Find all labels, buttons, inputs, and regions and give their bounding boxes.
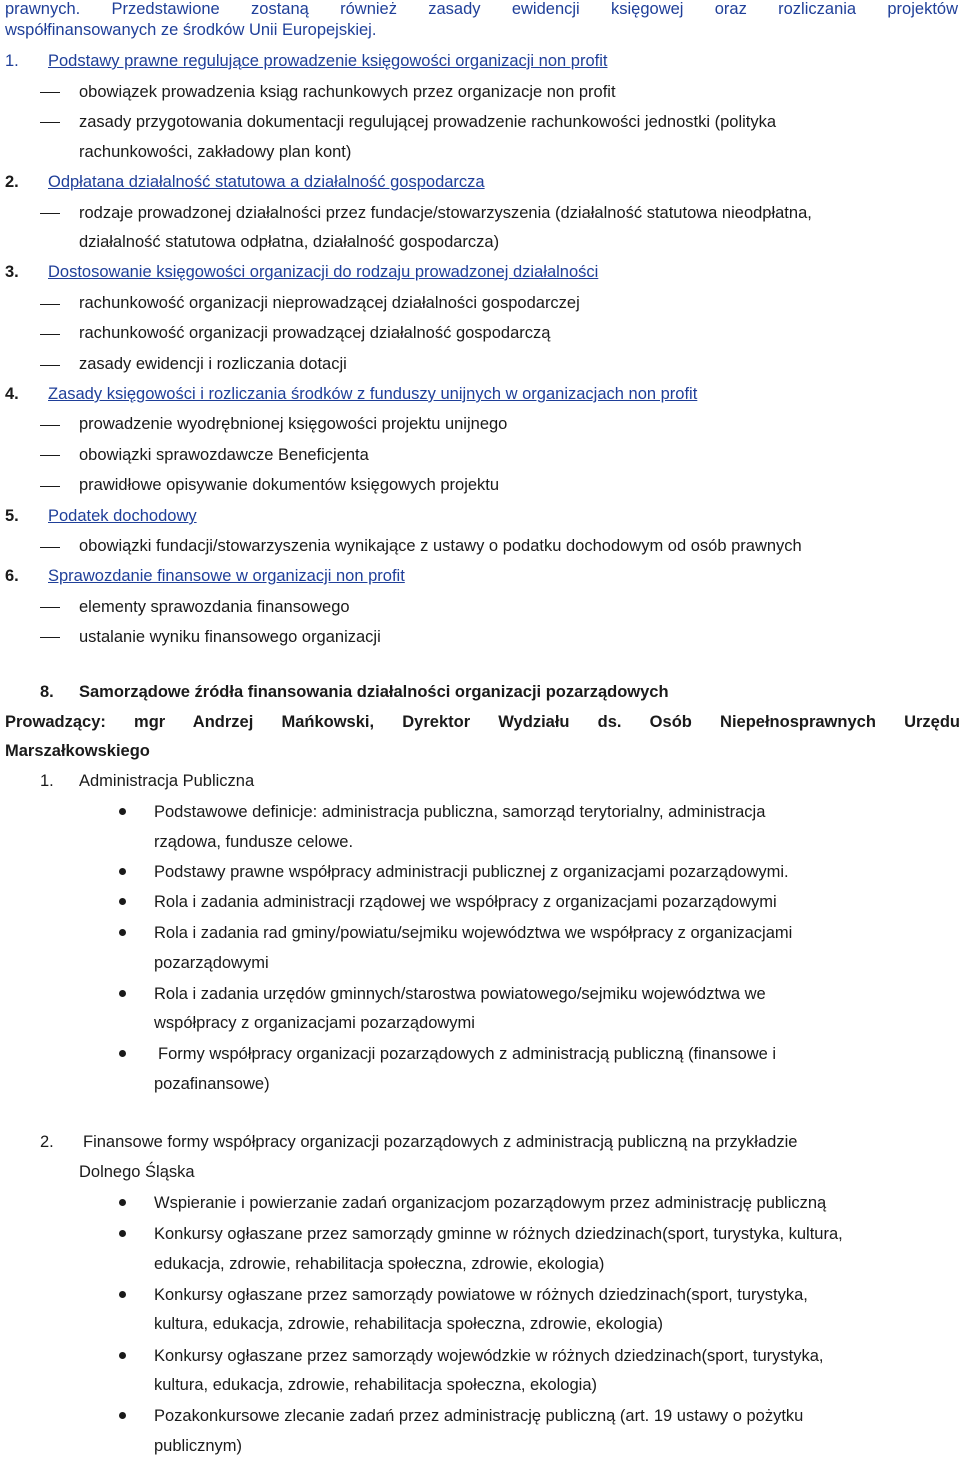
bullet-item-continuation: kultura, edukacja, zdrowie, rehabilitacja społeczna, zdrowie, ekologia) [154, 1315, 664, 1333]
bullet-item-continuation: współpracy z organizacjami pozarządowymi [154, 1014, 475, 1032]
bullet-item: Wspieranie i powierzanie zadań organizacjom pozarządowym przez administrację publiczną [154, 1194, 827, 1212]
section-a1-number: 1. [5, 52, 19, 70]
bullet-item: Konkursy ogłaszane przez samorządy gminne w różnych dziedzinach(sport, turystyka, kultura, [154, 1225, 843, 1243]
bullet-marker [119, 1050, 126, 1057]
dash-marker [40, 607, 60, 608]
list-item: elementy sprawozdania finansowego [79, 598, 350, 616]
lecturer-line-1: Prowadzący: mgr Andrzej Mańkowski, Dyrektor Wydziału ds. Osób Niepełnosprawnych Urzędu [5, 713, 960, 731]
section-a3-number: 3. [5, 263, 19, 281]
section-a3-title: Dostosowanie księgowości organizacji do rodzaju prowadzonej działalności [48, 263, 599, 281]
list-item: rachunkowość organizacji nieprowadzącej działalności gospodarczej [79, 294, 580, 312]
subsection-b2-number: 2. [40, 1133, 54, 1151]
section-8-number: 8. [40, 683, 54, 701]
section-a4-title: Zasady księgowości i rozliczania środków z funduszy unijnych w organizacjach non profit [48, 385, 698, 403]
subsection-b2-title-continuation: Dolnego Śląska [79, 1163, 195, 1181]
subsection-b1-title: Administracja Publiczna [79, 772, 255, 790]
list-item: zasady przygotowania dokumentacji regulującej prowadzenie rachunkowości jednostki (polityka [79, 113, 777, 131]
bullet-item: Pozakonkursowe zlecanie zadań przez administrację publiczną (art. 19 ustawy o pożytku [154, 1407, 804, 1425]
dash-marker [40, 304, 60, 305]
bullet-item: Podstawowe definicje: administracja publiczna, samorząd terytorialny, administracja [154, 803, 766, 821]
dash-marker [40, 547, 60, 548]
list-item: prawidłowe opisywanie dokumentów księgowych projektu [79, 476, 500, 494]
subsection-b1-number: 1. [40, 772, 54, 790]
bullet-item-continuation: publicznym) [154, 1437, 243, 1455]
bullet-marker [119, 1230, 126, 1237]
bullet-marker [119, 1352, 126, 1359]
bullet-marker [119, 1412, 126, 1419]
section-a6-title: Sprawozdanie finansowe w organizacji non profit [48, 567, 405, 585]
bullet-item: Rola i zadania rad gminy/powiatu/sejmiku województwa we współpracy z organizacjami [154, 924, 793, 942]
bullet-item-continuation: pozarządowymi [154, 954, 269, 972]
dash-marker [40, 486, 60, 487]
dash-marker [40, 365, 60, 366]
list-item: rachunkowość organizacji prowadzącej działalność gospodarczą [79, 324, 551, 342]
bullet-item: Rola i zadania administracji rządowej we współpracy z organizacjami pozarządowymi [154, 893, 777, 911]
section-a2-title: Odpłatana działalność statutowa a działalność gospodarcza [48, 173, 485, 191]
bullet-item: Konkursy ogłaszane przez samorządy powiatowe w różnych dziedzinach(sport, turystyka, [154, 1286, 808, 1304]
intro-line-2: współfinansowanych ze środków Unii Europejskiej. [5, 21, 377, 39]
bullet-item: Formy współpracy organizacji pozarządowych z administracją publiczną (finansowe i [158, 1045, 777, 1063]
section-8-title: Samorządowe źródła finansowania działalności organizacji pozarządowych [79, 683, 669, 701]
list-item: prowadzenie wyodrębnionej księgowości projektu unijnego [79, 415, 508, 433]
list-item: obowiązek prowadzenia ksiąg rachunkowych przez organizacje non profit [79, 83, 616, 101]
bullet-item-continuation: pozafinansowe) [154, 1075, 270, 1093]
bullet-marker [119, 929, 126, 936]
dash-marker [40, 455, 60, 456]
bullet-item: Podstawy prawne współpracy administracji publicznej z organizacjami pozarządowymi. [154, 863, 789, 881]
dash-marker [40, 637, 60, 638]
bullet-marker [119, 868, 126, 875]
dash-marker [40, 334, 60, 335]
dash-marker [40, 213, 60, 214]
list-item-continuation: działalność statutowa odpłatna, działalność gospodarcza) [79, 233, 500, 251]
bullet-item-continuation: kultura, edukacja, zdrowie, rehabilitacja społeczna, ekologia) [154, 1376, 597, 1394]
list-item: obowiązki sprawozdawcze Beneficjenta [79, 446, 369, 464]
bullet-item: Konkursy ogłaszane przez samorządy wojewódzkie w różnych dziedzinach(sport, turystyka, [154, 1347, 824, 1365]
intro-line-1: prawnych. Przedstawione zostaną również zasady ewidencji księgowej oraz rozliczania projektów [5, 0, 958, 18]
section-a5-number: 5. [5, 507, 19, 525]
list-item-continuation: rachunkowości, zakładowy plan kont) [79, 143, 352, 161]
bullet-item-continuation: rządowa, fundusze celowe. [154, 833, 354, 851]
bullet-marker [119, 898, 126, 905]
bullet-marker [119, 1291, 126, 1298]
section-a2-number: 2. [5, 173, 19, 191]
bullet-item: Rola i zadania urzędów gminnych/starostwa powiatowego/sejmiku województwa we [154, 985, 766, 1003]
list-item: zasady ewidencji i rozliczania dotacji [79, 355, 347, 373]
dash-marker [40, 122, 60, 123]
bullet-marker [119, 808, 126, 815]
dash-marker [40, 92, 60, 93]
bullet-marker [119, 1199, 126, 1206]
list-item: rodzaje prowadzonej działalności przez fundacje/stowarzyszenia (działalność statutowa nieodpłatna, [79, 204, 812, 222]
section-a4-number: 4. [5, 385, 19, 403]
subsection-b2-title: Finansowe formy współpracy organizacji pozarządowych z administracją publiczną na przykładzie [83, 1133, 798, 1151]
list-item: obowiązki fundacji/stowarzyszenia wynikające z ustawy o podatku dochodowym od osób prawnych [79, 537, 802, 555]
section-a6-number: 6. [5, 567, 19, 585]
bullet-marker [119, 990, 126, 997]
lecturer-line-2: Marszałkowskiego [5, 742, 150, 760]
dash-marker [40, 425, 60, 426]
bullet-item-continuation: edukacja, zdrowie, rehabilitacja społeczna, zdrowie, ekologia) [154, 1255, 605, 1273]
list-item: ustalanie wyniku finansowego organizacji [79, 628, 381, 646]
section-a5-title: Podatek dochodowy [48, 507, 197, 525]
section-a1-title: Podstawy prawne regulujące prowadzenie księgowości organizacji non profit [48, 52, 608, 70]
